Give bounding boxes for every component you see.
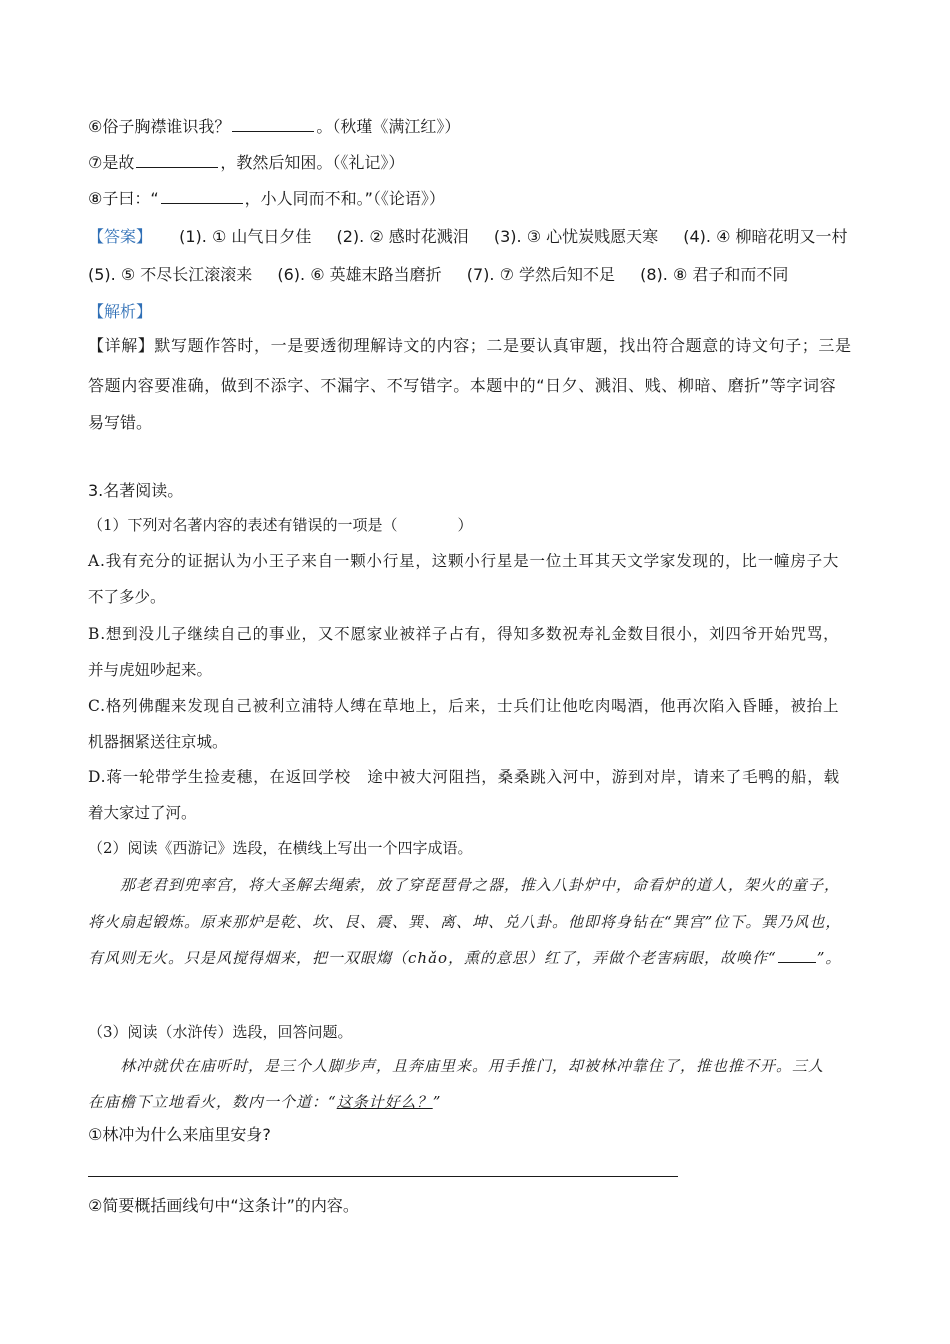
fill-blank[interactable] bbox=[136, 153, 218, 168]
question-title: 3.名著阅读。 bbox=[88, 481, 184, 500]
passage-text: 有风则无火。只是风搅得烟来，把一双眼煼（chǎo，熏的意思）红了，弄做个老害病眼，故唤作“ bbox=[88, 949, 777, 967]
answer-row-1 bbox=[88, 227, 848, 247]
shuihu-passage-line: 林冲就伏在庙听时，是三个人脚步声，且奔庙里来。用手推门，却被林冲靠住了，推也推不开。三人 bbox=[88, 1057, 825, 1075]
answer-item: (3). ③ 心忧炭贱愿天寒 bbox=[493, 227, 659, 246]
shuihu-passage-line bbox=[88, 1092, 441, 1112]
item-text: ⑧子曰：“ bbox=[88, 189, 159, 208]
passage-text: ” bbox=[432, 1093, 442, 1111]
option-b-line[interactable]: B.想到没儿子继续自己的事业，又不愿家业被祥子占有，得知多数祝寿礼金数目很小，刘四爷开始咒骂， bbox=[88, 625, 840, 643]
analysis-line: 答题内容要准确，做到不添字、不漏字、不写错字。本题中的“日夕、溅泪、贱、柳暗、磨折”等字词容 bbox=[88, 376, 837, 395]
option-c-line[interactable]: C.格列佛醒来发现自己被利立浦特人缚在草地上，后来，士兵们让他吃肉喝酒，他再次陷入昏睡，被抬上 bbox=[88, 697, 840, 715]
answer-item: (8). ⑧ 君子和而不同 bbox=[640, 265, 789, 284]
answer-item: (1). ① 山气日夕佳 bbox=[179, 227, 312, 246]
answer-item: (5). ⑤ 不尽长江滚滚来 bbox=[88, 265, 253, 284]
answer-item: (6). ⑥ 英雄末路当磨折 bbox=[277, 265, 442, 284]
poem-item-8 bbox=[88, 189, 445, 209]
underlined-sentence: 这条计好么？ bbox=[336, 1093, 433, 1111]
option-d-line: 着大家过了河。 bbox=[88, 804, 197, 822]
fill-blank[interactable] bbox=[232, 117, 314, 132]
sub-question-3: （3）阅读（水浒传）选段，回答问题。 bbox=[88, 1023, 353, 1041]
analysis-line: 易写错。 bbox=[88, 413, 153, 432]
xiyou-passage-line: 将火扇起锻炼。原来那炉是乾、坎、艮、震、巽、离、坤、兑八卦。他即将身钻在“巽宫”位下。巽乃风也， bbox=[88, 913, 842, 931]
option-d-line[interactable]: D.蒋一轮带学生捡麦穗，在返回学校 途中被大河阻挡，桑桑跳入河中，游到对岸，请来了毛鸭的船，载 bbox=[88, 768, 840, 786]
answer-line[interactable] bbox=[88, 1176, 678, 1177]
answer-row-2 bbox=[88, 265, 788, 285]
poem-item-6 bbox=[88, 117, 460, 137]
sub-question-2: （2）阅读《西游记》选段，在横线上写出一个四字成语。 bbox=[88, 839, 473, 857]
item-source: 。（秋瑾《满江红》） bbox=[316, 117, 461, 136]
xiyou-passage-line bbox=[88, 948, 841, 968]
item-source: ，小人同而不和。”（《论语》） bbox=[244, 189, 445, 208]
answer-tag: 【答案】 bbox=[88, 227, 153, 246]
question-b: ②简要概括画线句中“这条计”的内容。 bbox=[88, 1196, 359, 1215]
option-a-line[interactable]: A.我有充分的证据认为小王子来自一颗小行星，这颗小行星是一位土耳其天文学家发现的，比一幢房子大 bbox=[88, 552, 840, 570]
option-c-line: 机器捆紧送往京城。 bbox=[88, 733, 228, 751]
answer-item: (4). ④ 柳暗花明又一村 bbox=[683, 227, 848, 246]
item-text: ⑥俗子胸襟谁识我？ bbox=[88, 117, 231, 136]
sub-question-1: （1）下列对名著内容的表述有错误的一项是（ ） bbox=[88, 516, 473, 534]
xiyou-passage-line: 那老君到兜率宫，将大圣解去绳索，放了穿琵琶骨之器，推入八卦炉中，命看炉的道人，架火的童子， bbox=[88, 876, 841, 894]
analysis-line: 【详解】默写题作答时，一是要透彻理解诗文的内容；二是要认真审题，找出符合题意的诗文句子；三是 bbox=[88, 336, 852, 355]
item-source: ，教然后知困。（《礼记》） bbox=[220, 153, 405, 172]
answer-item: (7). ⑦ 学然后知不足 bbox=[466, 265, 616, 284]
analysis-tag: 【解析】 bbox=[88, 302, 153, 321]
idiom-blank[interactable] bbox=[778, 950, 816, 963]
fill-blank[interactable] bbox=[161, 189, 243, 204]
question-a: ①林冲为什么来庙里安身? bbox=[88, 1125, 271, 1144]
passage-text: 在庙檐下立地看火，数内一个道：“ bbox=[88, 1093, 337, 1111]
item-text: ⑦是故 bbox=[88, 153, 135, 172]
passage-text: ”。 bbox=[816, 949, 842, 967]
option-b-line: 并与虎妞吵起来。 bbox=[88, 661, 213, 679]
option-a-line: 不了多少。 bbox=[88, 588, 166, 606]
answer-item: (2). ② 感时花溅泪 bbox=[336, 227, 469, 246]
poem-item-7 bbox=[88, 153, 404, 173]
